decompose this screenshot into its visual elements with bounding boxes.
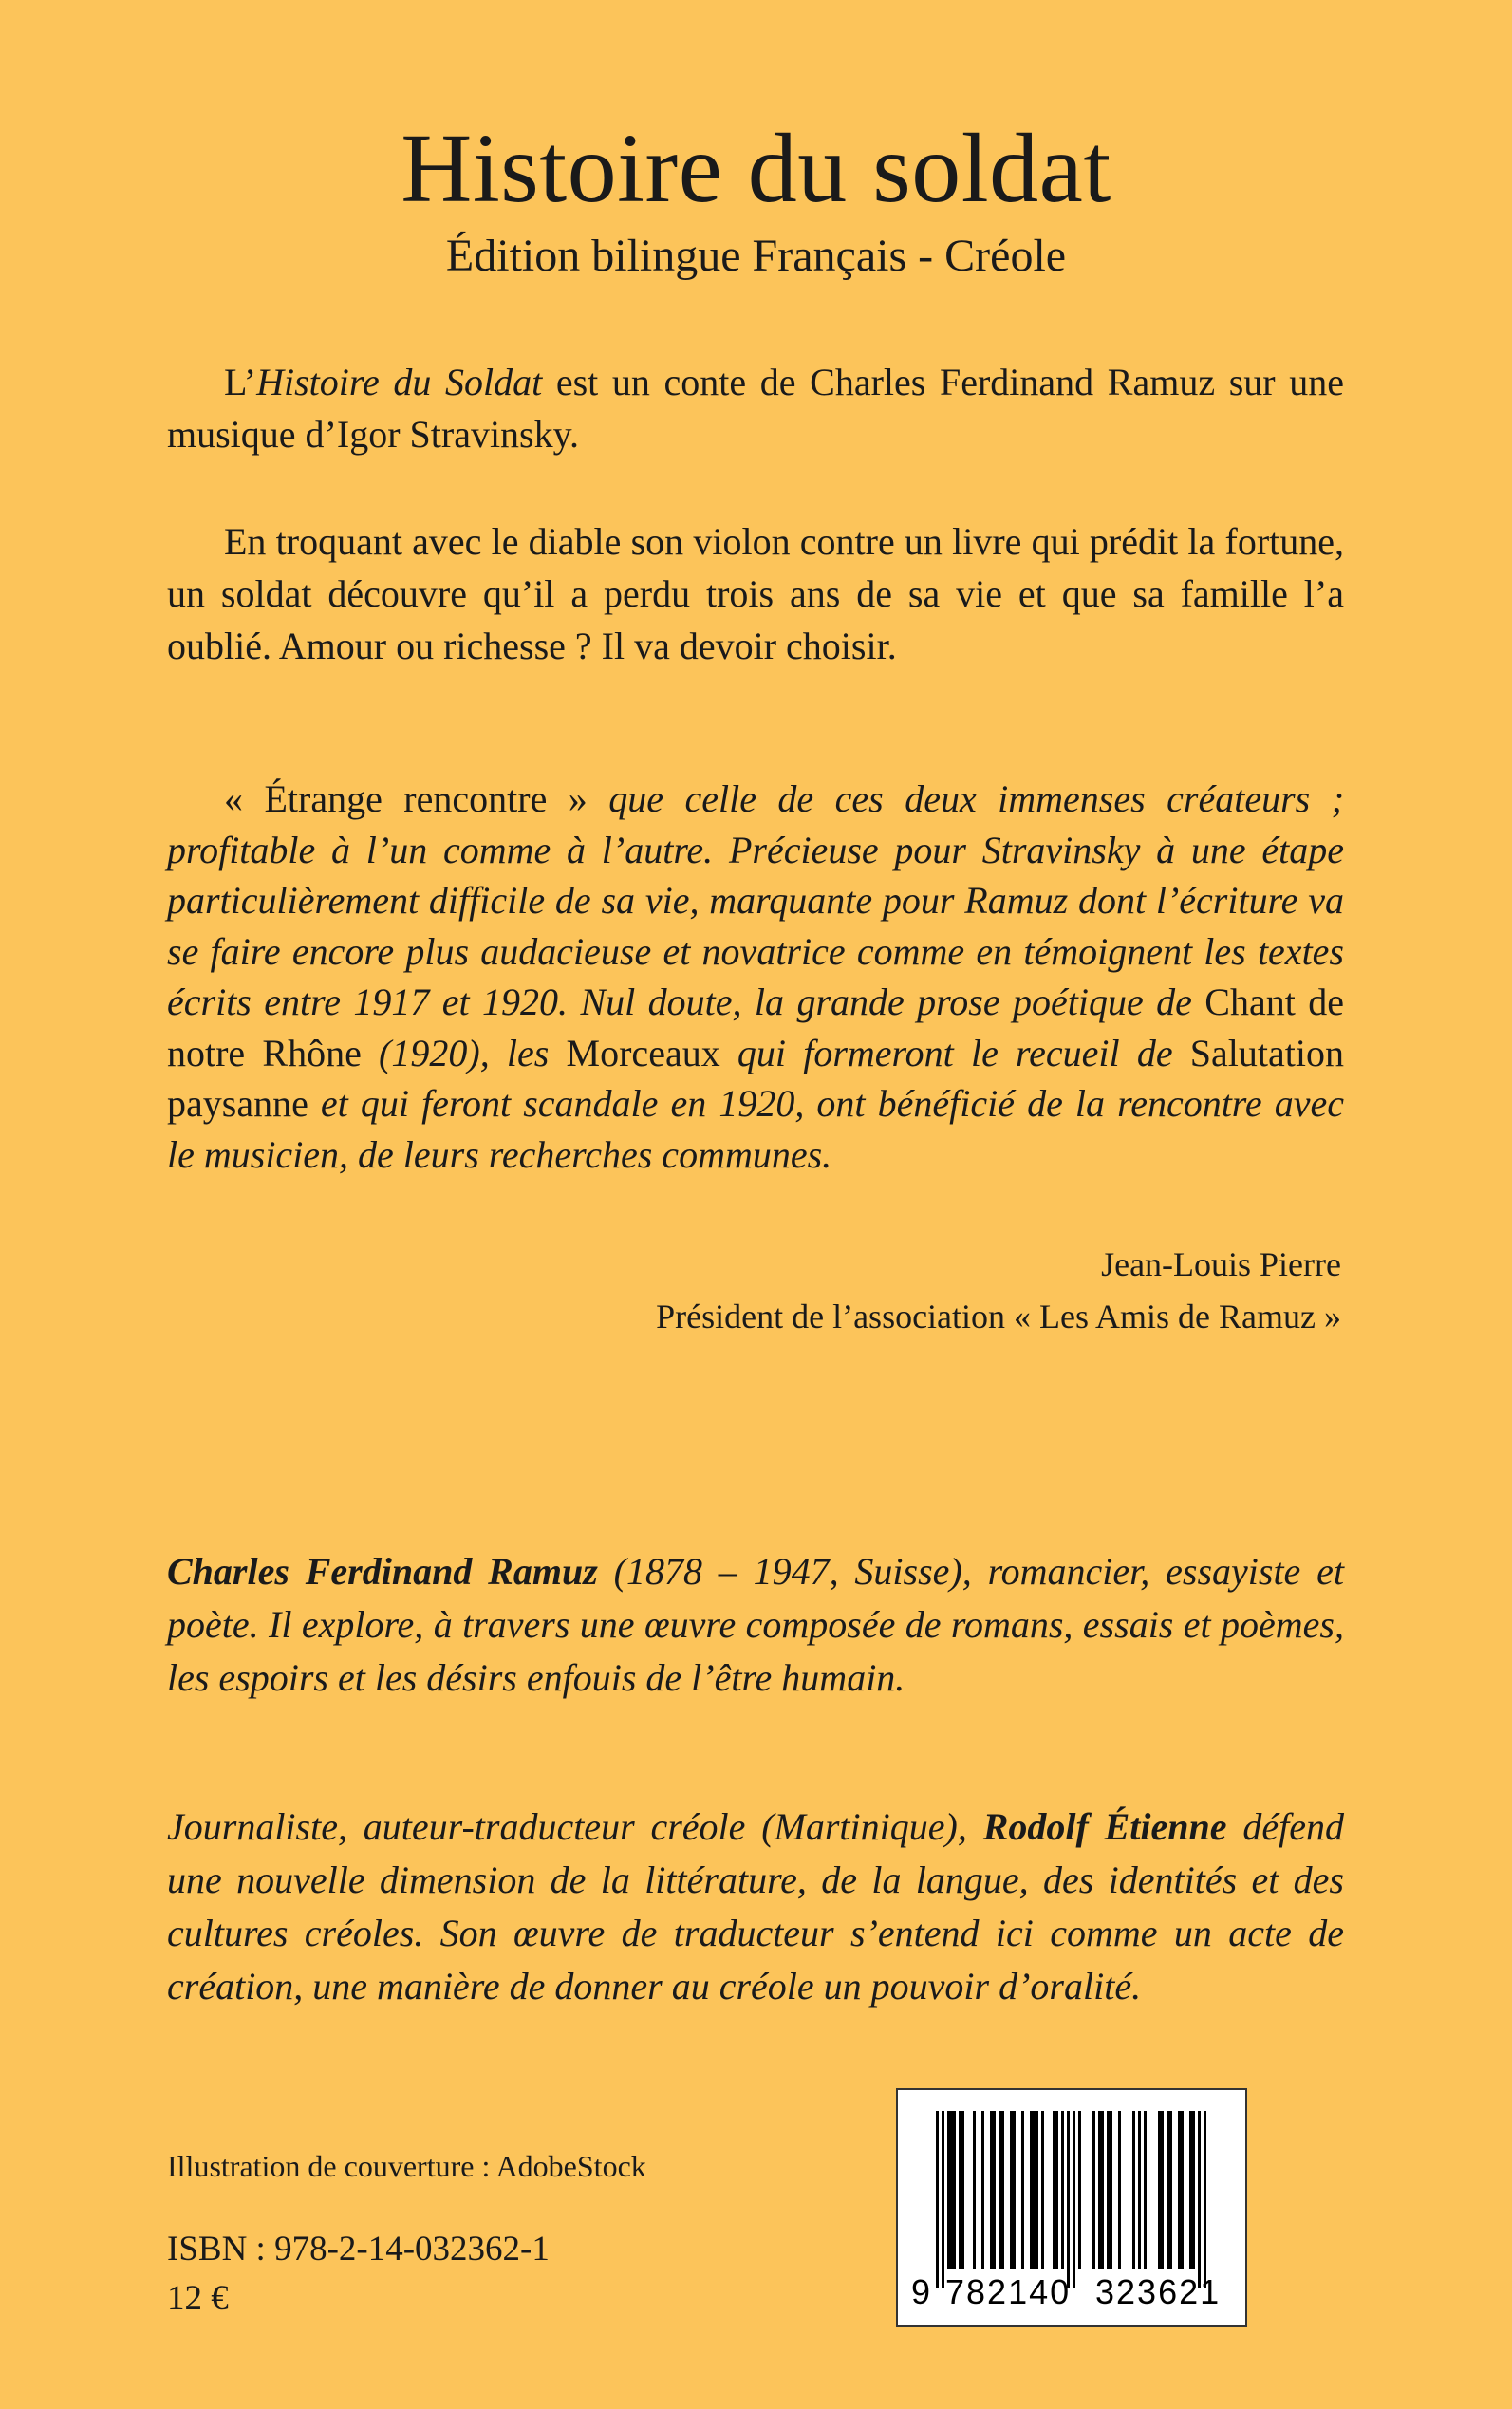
barcode-bar (1198, 2111, 1201, 2288)
barcode-bar (1098, 2111, 1101, 2269)
quote-text: qui formeront le recueil de (719, 1031, 1190, 1074)
barcode-bar (1204, 2111, 1206, 2288)
quote-work-title: Chant de notre Rhône (167, 980, 1345, 1074)
translator-bio-text: défend une nouvelle dimension de la littérature, de la langue, des identités et des cultures créoles. Son œuvre de traducteur s’entend ici comme un acte de création, une manière de donner au créole un pouvoir d’oralité. (167, 1805, 1344, 2008)
barcode-bar (1107, 2111, 1110, 2269)
barcode-bar (1033, 2111, 1036, 2269)
barcode-bar (942, 2111, 944, 2288)
barcode-bar (1144, 2111, 1147, 2269)
quote-text: que celle de ces deux immenses créateurs ; profitable à l’un comme à l’autre. Précieuse pour Stravinsky à une étape particulièrement difficile de sa vie, marquante pour Ramuz dont l’écriture va se faire encore plus audacieuse et novatrice comme en témoignent les textes écrits entre 1917 et 1920. Nul doute, la grande prose poétique de (167, 777, 1345, 1023)
quote-opening: « Étrange rencontre » (224, 777, 588, 820)
barcode-bar (1010, 2111, 1013, 2269)
quote-text: et qui feront scandale en 1920, ont bénéficié de la rencontre avec le musicien, de leurs recherches communes. (167, 1082, 1344, 1176)
isbn: ISBN : 978-2-14-032362-1 (167, 2230, 550, 2269)
barcode-bar (1132, 2111, 1135, 2269)
barcode-bar (1061, 2111, 1064, 2269)
barcode-bar (1013, 2111, 1016, 2269)
barcode-bar (1055, 2111, 1058, 2269)
barcode-bar (1053, 2111, 1055, 2269)
intro-paragraph-2: En troquant avec le diable son violon contre un livre qui prédit la fortune, un soldat découvre qu’il a perdu trois ans de sa vie et que sa famille l’a oublié. Amour ou richesse ? Il va devoir choisir. (167, 520, 1344, 667)
quote-author: Jean-Louis Pierre (1101, 1245, 1341, 1283)
barcode-bar (1192, 2111, 1195, 2269)
barcode-bar (1181, 2111, 1184, 2269)
barcode-bar (993, 2111, 996, 2269)
barcode-bar (1167, 2111, 1169, 2269)
quote-paragraph (167, 774, 1344, 1180)
barcode-bar (1158, 2111, 1161, 2269)
barcode-bar (950, 2111, 953, 2269)
intro-work-title: Histoire du Soldat (256, 361, 543, 403)
book-title: Histoire du soldat (401, 114, 1111, 223)
barcode-bar (1110, 2111, 1112, 2269)
barcode-bar (1169, 2111, 1172, 2269)
barcode-bar (1189, 2111, 1192, 2269)
barcode-bar (936, 2111, 939, 2288)
intro-text: est un conte de Charles Ferdinand Ramuz sur une musique d’Igor Stravinsky. (167, 361, 1345, 456)
illustration-credit: Illustration de couverture : AdobeStock (167, 2149, 646, 2183)
author-bio-text: (1878 – 1947, Suisse), romancier, essayiste et poète. Il explore, à travers une œuvre composée de romans, essais et poèmes, les espoirs et les désirs enfouis de l’être humain. (167, 1550, 1344, 1699)
barcode-bar (1161, 2111, 1164, 2269)
barcode-bar (990, 2111, 993, 2269)
quote-work-title: Morceaux (566, 1031, 720, 1074)
quote-author-role: Président de l’association « Les Amis de Ramuz » (656, 1298, 1341, 1335)
quote-text: (1920), les (361, 1031, 567, 1074)
barcode-digits (898, 2269, 1249, 2316)
barcode-bar (1021, 2111, 1024, 2269)
barcode-digit-first: 9 (911, 2272, 931, 2311)
barcode-bar (953, 2111, 956, 2269)
barcode (896, 2088, 1247, 2327)
barcode-bar (961, 2111, 964, 2269)
book-subtitle: Édition bilingue Français - Créole (445, 231, 1067, 281)
barcode-digits-right: 323621 (1095, 2272, 1222, 2311)
author-name: Charles Ferdinand Ramuz (167, 1550, 598, 1593)
barcode-bar (1118, 2111, 1121, 2269)
translator-bio (167, 1801, 1344, 2013)
author-bio (167, 1545, 1344, 1705)
barcode-digits-left: 782140 (945, 2272, 1072, 2311)
intro-paragraph-1 (167, 356, 1344, 460)
price: 12 € (167, 2279, 229, 2318)
barcode-bar (959, 2111, 961, 2269)
barcode-bar (1001, 2111, 1004, 2269)
barcode-bar (981, 2111, 984, 2269)
barcode-bar (1036, 2111, 1038, 2269)
barcode-bar (1101, 2111, 1104, 2269)
barcode-bar (1078, 2111, 1081, 2269)
intro-text: L’ (224, 361, 257, 403)
barcode-bar (1067, 2111, 1070, 2288)
barcode-bar (1138, 2111, 1141, 2269)
quote-work-title: Salutation paysanne (167, 1031, 1344, 1125)
translator-name: Rodolf Étienne (982, 1805, 1227, 1848)
barcode-bar (1073, 2111, 1075, 2288)
barcode-bar (1092, 2111, 1095, 2269)
barcode-bar (1041, 2111, 1044, 2269)
translator-bio-text: Journaliste, auteur-traducteur créole (Martinique), (167, 1805, 983, 1848)
barcode-bar (947, 2111, 950, 2269)
barcode-bar (999, 2111, 1001, 2269)
barcode-bar (973, 2111, 976, 2269)
barcode-bar (1030, 2111, 1033, 2269)
barcode-bar (1178, 2111, 1181, 2269)
